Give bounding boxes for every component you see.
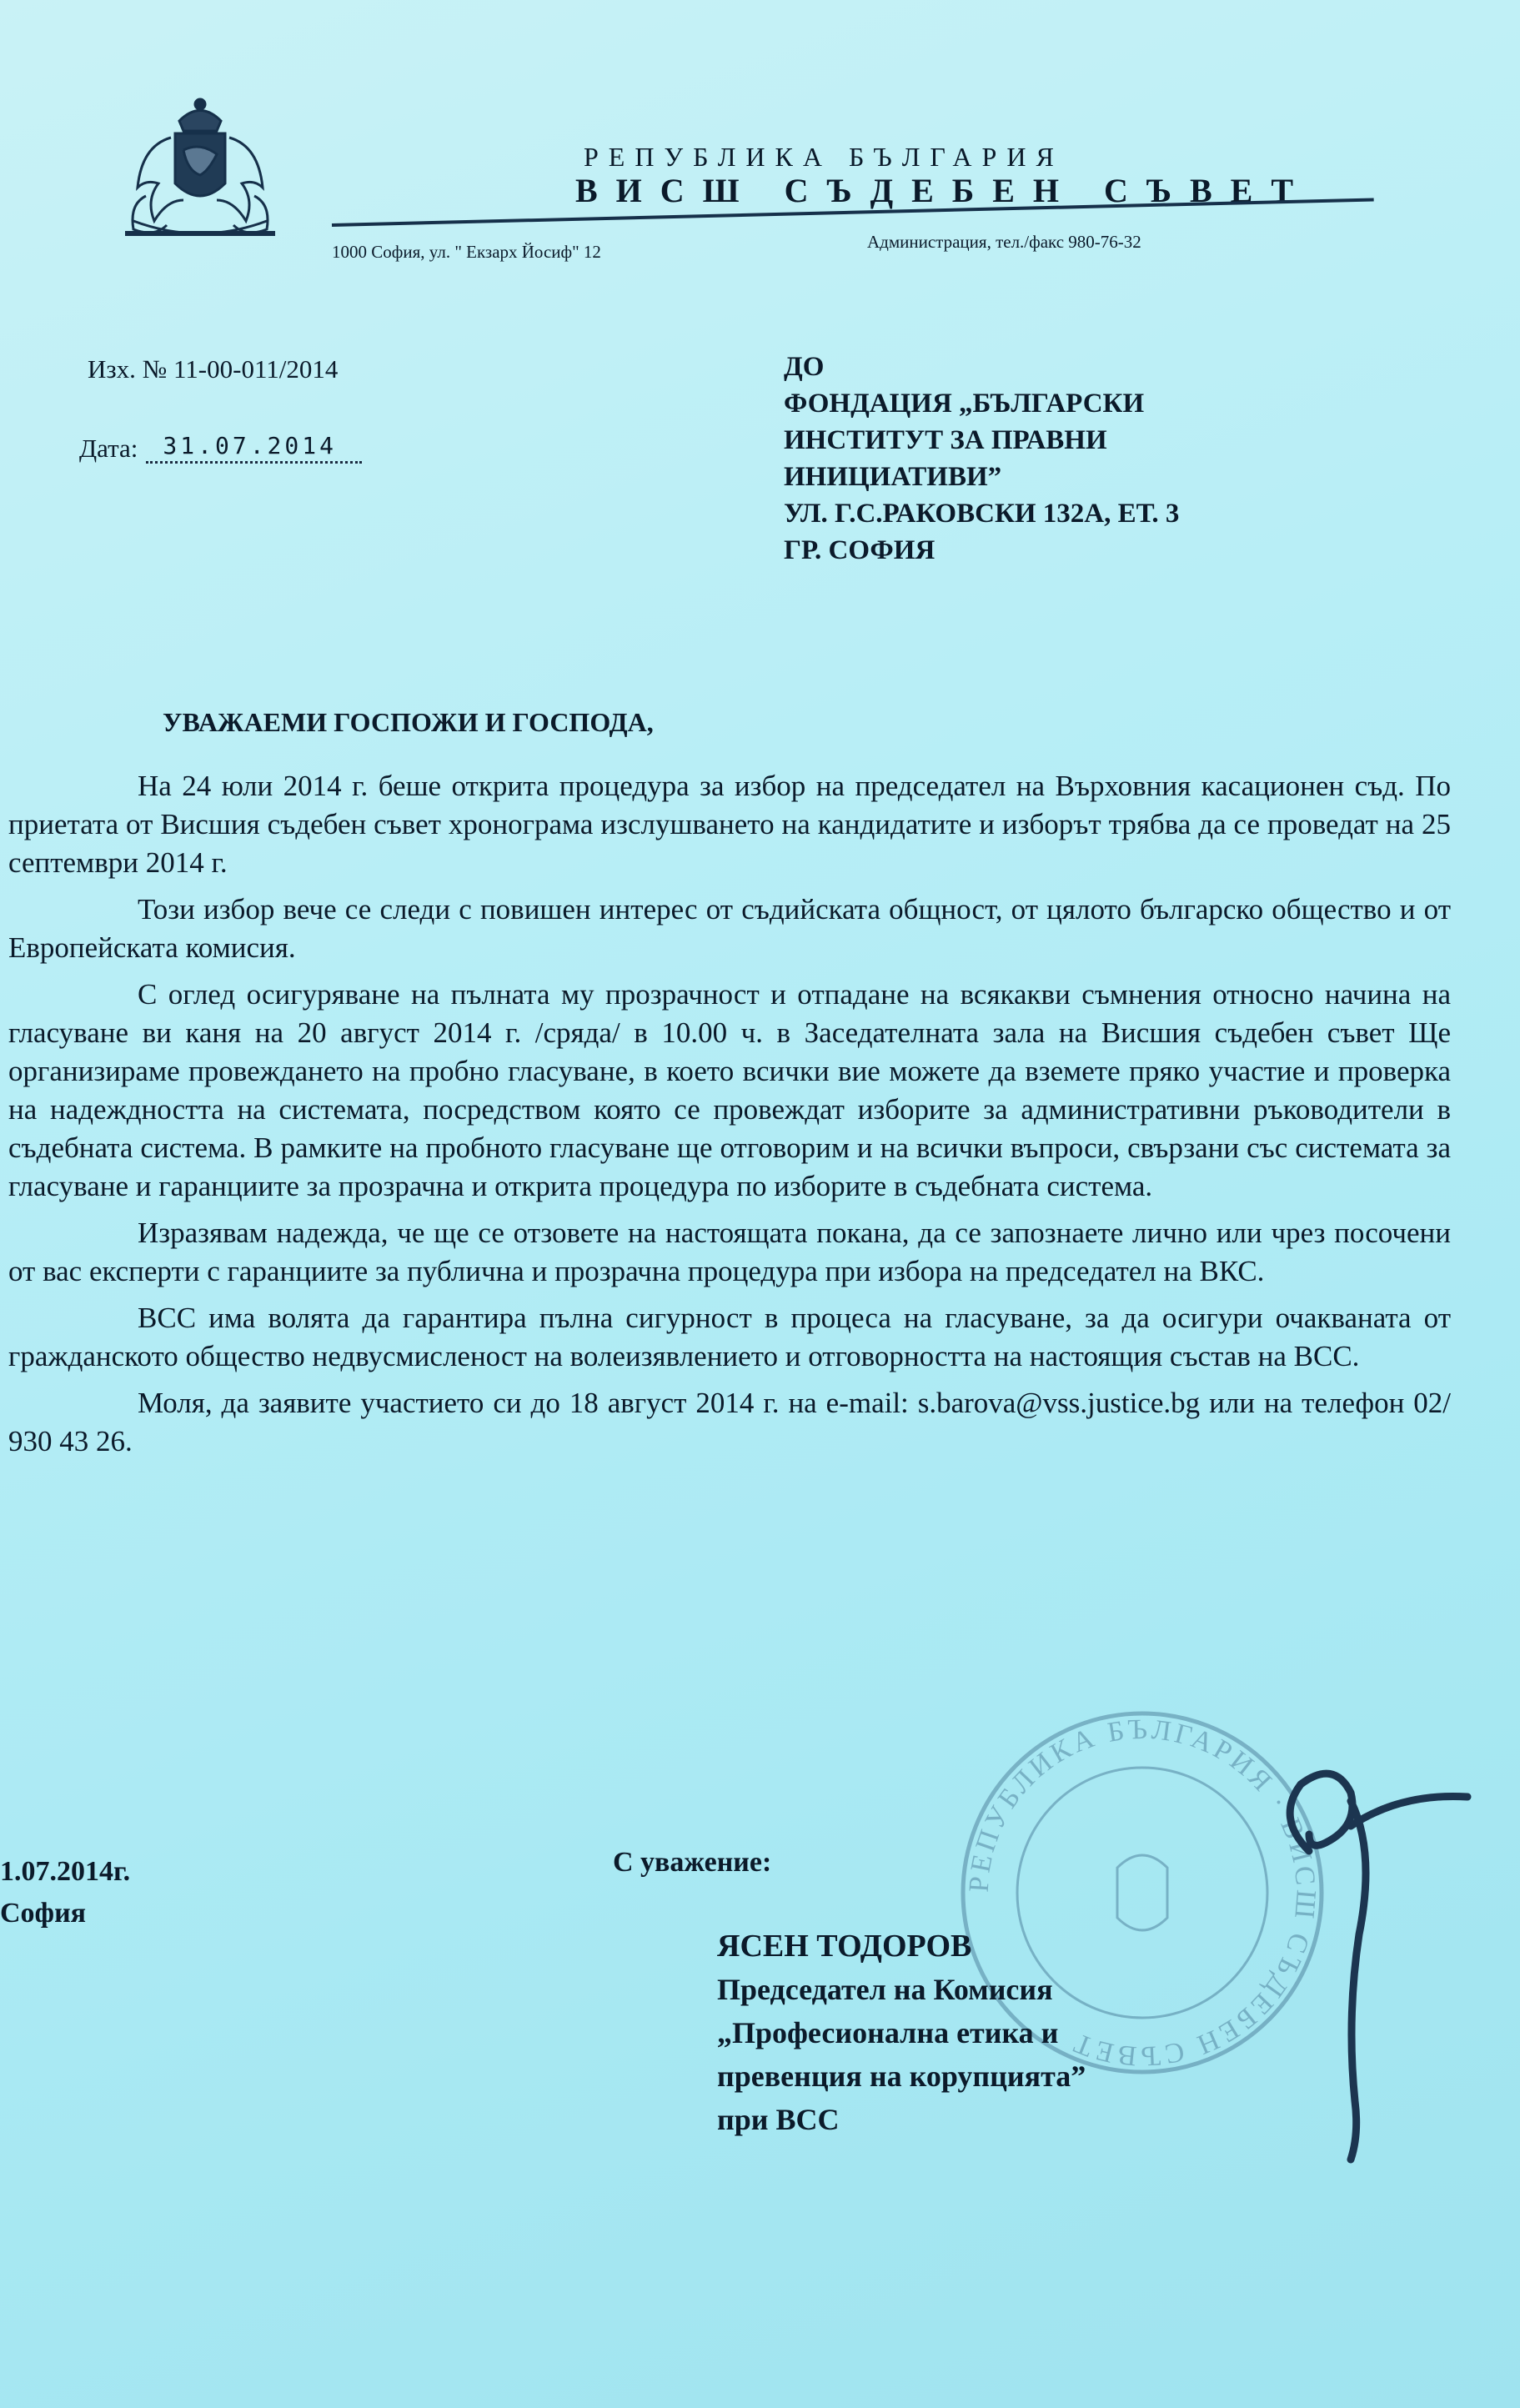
stamp-text: РЕПУБЛИКА БЪЛГАРИЯ · ВИСШ СЪДЕБЕН СЪВЕТ xyxy=(963,1713,1322,2072)
footer-place-date xyxy=(0,1851,130,1934)
body-paragraph: На 24 юли 2014 г. беше открита процедура за избор на председател на Върховния касационен съд. По приетата от Висшия съдебен съвет хронограма изслушването на кандидатите и изборът трябва да се проведат на 25 септември 2014 г. xyxy=(8,770,1451,879)
signer-title-line: „Професионална етика и xyxy=(717,2016,1059,2049)
addressee-line: ГР. СОФИЯ xyxy=(784,535,936,565)
coat-of-arms-icon xyxy=(100,88,300,254)
institution-name: ВИСШ СЪДЕБЕН СЪВЕТ xyxy=(575,172,1312,209)
addressee-block xyxy=(784,349,1179,569)
closing-phrase: С уважение: xyxy=(613,1847,772,1878)
handwritten-signature-icon xyxy=(1101,1659,1484,2176)
signer-block xyxy=(717,1924,1086,2141)
body-paragraph: С оглед осигуряване на пълната му прозрачност и отпадане на всякакви съмнения относно начина на гласуване ви каня на 20 август 2014 г. /сряда/ в 10.00 ч. в Заседателната зала на Висшия съдебен съвет Ще организираме провеждането на пробно гласуване, в което всички вие можете да вземете пряко участие и проверка на надеждността на системата, посредством която се провеждат изборите за административни ръководители в съдебната система. В рамките на пробното гласуване ще отговорим и на всички въпроси, свързани със системата за гласуване и гаранциите за прозрачна и открита процедура по изборите в съдебната система. xyxy=(8,978,1451,1202)
salutation: УВАЖАЕМИ ГОСПОЖИ И ГОСПОДА, xyxy=(163,707,654,737)
outgoing-number: Изх. № 11-00-011/2014 xyxy=(88,354,339,384)
addressee-line: ИНИЦИАТИВИ” xyxy=(784,462,1002,492)
country-name: РЕПУБЛИКА БЪЛГАРИЯ xyxy=(584,142,1064,172)
addressee-line: УЛ. Г.С.РАКОВСКИ 132А, ЕТ. 3 xyxy=(784,499,1180,529)
signer-title-line: при ВСС xyxy=(717,2103,840,2136)
body-paragraph: Този избор вече се следи с повишен интерес от съдийската общност, от цялото българско общество и от Европейската комисия. xyxy=(8,893,1451,964)
admin-phone: Администрация, тел./факс 980-76-32 xyxy=(867,232,1141,252)
body-paragraph: Изразявам надежда, че ще се отзовете на настоящата покана, да се запознаете лично или чрез посочени от вас експерти с гаранциите за публична и прозрачна процедура при избора на председател на ВКС. xyxy=(8,1217,1451,1287)
footer-city: София xyxy=(0,1898,87,1929)
addressee-line: ИНСТИТУТ ЗА ПРАВНИ xyxy=(784,425,1107,455)
body-paragraph: ВСС има волята да гарантира пълна сигурност в процеса на гласуване, за да осигури очакваната от гражданското общество недвусмисленост на волеизявлението и отговорността на настоящия състав на ВСС. xyxy=(8,1302,1451,1372)
addressee-line: ДО xyxy=(784,352,825,382)
addressee-line: ФОНДАЦИЯ „БЪЛГАРСКИ xyxy=(784,389,1145,419)
footer-date: 1.07.2014г. xyxy=(0,1856,131,1887)
body-paragraph: Моля, да заявите участието си до 18 август 2014 г. на e-mail: s.barova@vss.justice.bg или на телефон 02/ 930 43 26. xyxy=(8,1387,1451,1457)
signer-title-line: Председател на Комисия xyxy=(717,1973,1053,2006)
date-label: Дата: xyxy=(79,434,138,463)
date-row xyxy=(79,432,362,464)
institution-address: 1000 София, ул. " Екзарх Йосиф" 12 xyxy=(332,242,601,262)
letter-body xyxy=(8,767,1451,1469)
signer-name: ЯСЕН ТОДОРОВ xyxy=(717,1929,972,1964)
date-value: 31.07.2014 xyxy=(146,432,362,464)
signer-title-line: превенция на корупцията” xyxy=(717,2059,1086,2093)
